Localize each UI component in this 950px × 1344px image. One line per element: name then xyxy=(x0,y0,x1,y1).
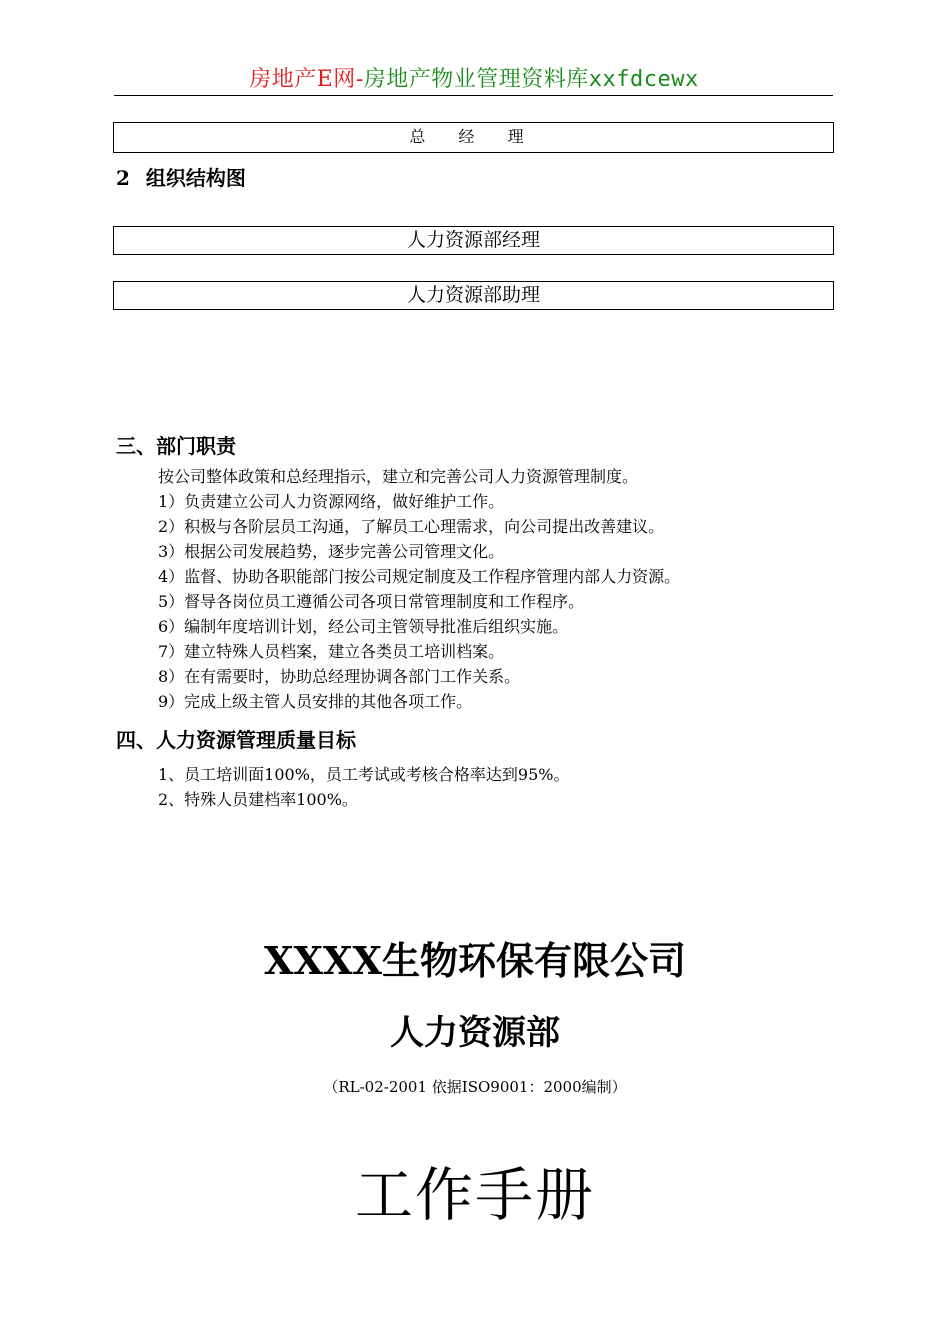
duty-item: 9）完成上级主管人员安排的其他各项工作。 xyxy=(158,692,473,711)
section-2-title: 组织结构图 xyxy=(145,166,246,190)
duties-list xyxy=(158,464,680,714)
section-2-number: 2 xyxy=(116,166,130,190)
duty-item: 8）在有需要时，协助总经理协调各部门工作关系。 xyxy=(158,667,521,686)
duty-item: 4）监督、协助各职能部门按公司规定制度及工作程序管理内部人力资源。 xyxy=(158,567,681,586)
goal-item: 2、特殊人员建档率100%。 xyxy=(158,790,358,809)
goal-item: 1、员工培训面100%，员工考试或考核合格率达到95%。 xyxy=(158,765,570,784)
section-3-title: 三、部门职责 xyxy=(116,434,236,458)
header-site-name: 房地产E网 xyxy=(249,67,356,92)
header-separator: - xyxy=(355,67,364,92)
document-reference: （RL-02-2001 依据ISO9001：2000编制） xyxy=(323,1078,627,1096)
page-header xyxy=(114,62,834,93)
section-2-heading xyxy=(116,162,246,191)
duty-item: 1）负责建立公司人力资源网络，做好维护工作。 xyxy=(158,492,505,511)
department-name: 人力资源部 xyxy=(390,1013,560,1053)
header-rule xyxy=(114,95,833,96)
duty-item: 5）督导各岗位员工遵循公司各项日常管理制度和工作程序。 xyxy=(158,592,585,611)
header-library-name: 房地产物业管理资料库 xyxy=(363,67,589,92)
quality-goals-list xyxy=(158,762,570,812)
company-name: XXXX生物环保有限公司 xyxy=(264,938,686,983)
duty-intro: 按公司整体政策和总经理指示，建立和完善公司人力资源管理制度。 xyxy=(158,467,639,486)
handbook-title: 工作手册 xyxy=(354,1161,595,1229)
duty-item: 6）编制年度培训计划，经公司主管领导批准后组织实施。 xyxy=(158,617,569,636)
section-4-title: 四、人力资源管理质量目标 xyxy=(116,728,356,752)
duty-item: 3）根据公司发展趋势，逐步完善公司管理文化。 xyxy=(158,542,505,561)
org-box-hr-manager: 人力资源部经理 xyxy=(113,226,834,255)
duty-item: 2）积极与各阶层员工沟通，了解员工心理需求，向公司提出改善建议。 xyxy=(158,517,665,536)
org-box-general-manager: 总 经 理 xyxy=(113,122,834,153)
org-box-hr-assistant: 人力资源部助理 xyxy=(113,281,834,310)
header-code: xxfdcewx xyxy=(588,67,699,92)
duty-item: 7）建立特殊人员档案，建立各类员工培训档案。 xyxy=(158,642,505,661)
